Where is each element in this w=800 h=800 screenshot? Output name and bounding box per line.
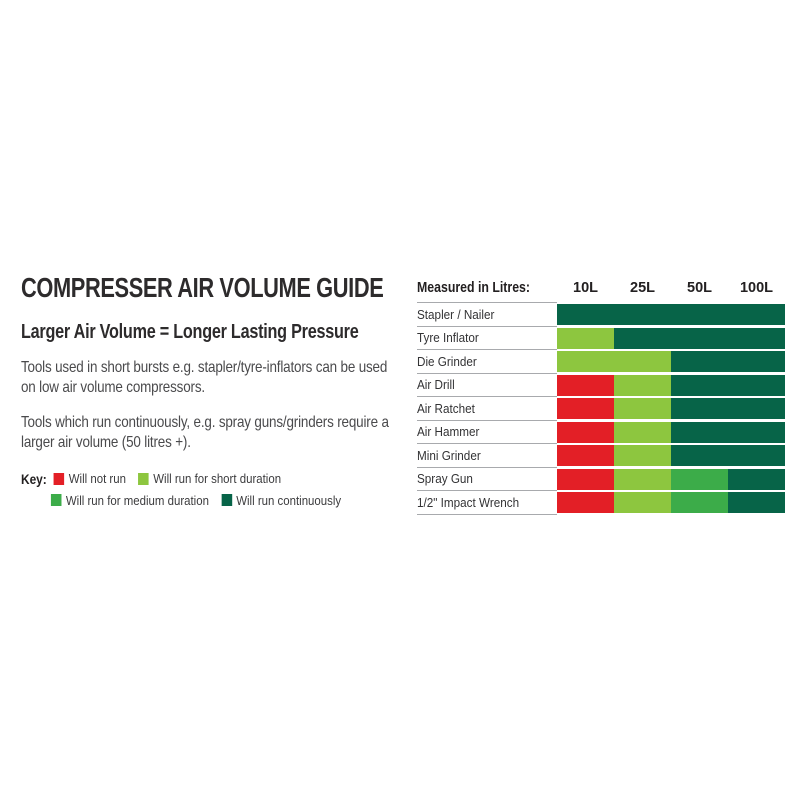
table-row (417, 397, 785, 421)
paragraph-continuous: Tools which run continuously, e.g. spray guns/grinders require a larger air volume (50 litres +). (21, 414, 389, 451)
tool-label-cell (417, 327, 557, 351)
key-label: Will run for short duration (153, 471, 282, 486)
bar-segment-continuous (671, 351, 728, 372)
key-item-continuous (221, 492, 341, 509)
tool-label-cell (417, 350, 557, 374)
page-title: COMPRESSER AIR VOLUME GUIDE (21, 272, 384, 303)
bar (557, 398, 785, 419)
bar-segment-continuous (728, 398, 785, 419)
bar-segment-not-run (557, 469, 614, 490)
key-swatch-continuous (221, 494, 232, 506)
bar-cell (557, 444, 785, 468)
bar-segment-continuous (614, 304, 671, 325)
key-items-line-1 (54, 470, 294, 489)
bar-segment-short (614, 351, 671, 372)
key-item-short (138, 470, 281, 487)
tool-label: Tyre Inflator (417, 330, 479, 346)
table-row (417, 303, 785, 327)
column-headers (557, 278, 785, 303)
bar-segment-continuous (728, 351, 785, 372)
tool-label-cell (417, 397, 557, 421)
key-label: Will not run (68, 471, 126, 486)
bar-segment-continuous (728, 445, 785, 466)
tool-label: Air Ratchet (417, 400, 475, 416)
bar-segment-continuous (671, 398, 728, 419)
intro-section (21, 274, 421, 510)
paragraph-short-bursts: Tools used in short bursts e.g. stapler/tyre-inflators can be used on low air volume compressors. (21, 359, 388, 396)
bar-cell (557, 303, 785, 327)
key-label: Will run continuously (236, 492, 342, 508)
bar-cell (557, 421, 785, 445)
bar-segment-short (614, 398, 671, 419)
bar-segment-continuous (671, 375, 728, 396)
bar (557, 469, 785, 490)
bar-cell (557, 491, 785, 515)
tool-label: Spray Gun (417, 471, 473, 487)
key-swatch-not-run (54, 473, 65, 485)
bar-segment-short (614, 469, 671, 490)
bar-segment-not-run (557, 398, 614, 419)
bar-cell (557, 468, 785, 492)
bar-segment-continuous (728, 375, 785, 396)
bar (557, 445, 785, 466)
bar-segment-continuous (728, 492, 785, 513)
key-swatch-short (138, 473, 149, 485)
bar (557, 351, 785, 372)
bar-segment-continuous (671, 445, 728, 466)
tool-label-cell (417, 491, 557, 515)
tool-label: Die Grinder (417, 353, 477, 369)
bar-segment-medium (671, 492, 728, 513)
table-header (417, 278, 785, 303)
bar-segment-short (614, 492, 671, 513)
key-title: Key: (21, 471, 47, 487)
bar-segment-not-run (557, 375, 614, 396)
bar-cell (557, 397, 785, 421)
key (21, 470, 373, 510)
tool-label-cell (417, 444, 557, 468)
key-line-2 (51, 492, 373, 511)
table-row (417, 491, 785, 515)
bar-segment-continuous (728, 328, 785, 349)
tool-label: 1/2" Impact Wrench (417, 494, 520, 510)
table-row (417, 444, 785, 468)
table-row (417, 421, 785, 445)
tool-label-cell (417, 374, 557, 398)
column-header-50l: 50L (687, 280, 712, 296)
bar-segment-continuous (557, 304, 614, 325)
bar-segment-not-run (557, 422, 614, 443)
bar-segment-medium (671, 469, 728, 490)
key-items-line-2 (51, 492, 354, 511)
bar-segment-continuous (671, 422, 728, 443)
table-title: Measured in Litres: (417, 280, 531, 296)
key-label: Will run for medium duration (65, 492, 209, 508)
bar-segment-continuous (614, 328, 671, 349)
column-header-100l: 100L (739, 280, 774, 296)
bar-segment-not-run (557, 492, 614, 513)
table-header-title-cell (417, 278, 557, 303)
table-row (417, 374, 785, 398)
volume-table (417, 278, 785, 515)
tool-label-cell (417, 468, 557, 492)
table-row (417, 468, 785, 492)
bar-segment-continuous (728, 304, 785, 325)
key-swatch-medium (51, 494, 62, 506)
tool-label: Air Drill (417, 377, 455, 393)
tool-label: Air Hammer (417, 424, 480, 440)
bar-segment-short (614, 422, 671, 443)
bar-segment-not-run (557, 445, 614, 466)
subtitle: Larger Air Volume = Longer Lasting Pressure (21, 321, 359, 343)
table-row (417, 327, 785, 351)
bar-segment-continuous (728, 469, 785, 490)
bar-cell (557, 350, 785, 374)
bar (557, 304, 785, 325)
bar-segment-short (557, 351, 614, 372)
bar-cell (557, 327, 785, 351)
tool-label-cell (417, 303, 557, 327)
bar (557, 375, 785, 396)
table-rows (417, 303, 785, 515)
bar-segment-continuous (671, 304, 728, 325)
key-item-medium (51, 492, 209, 509)
key-item-not-run (54, 470, 126, 487)
bar-segment-short (614, 375, 671, 396)
bar-segment-short (557, 328, 614, 349)
bar-segment-continuous (728, 422, 785, 443)
bar (557, 328, 785, 349)
column-header-10l: 10L (573, 280, 598, 296)
column-header-25l: 25L (630, 280, 655, 296)
bar-segment-continuous (671, 328, 728, 349)
bar-cell (557, 374, 785, 398)
bar (557, 422, 785, 443)
key-line-1 (21, 470, 373, 489)
tool-label: Stapler / Nailer (417, 306, 495, 322)
tool-label: Mini Grinder (417, 447, 481, 463)
bar (557, 492, 785, 513)
bar-segment-short (614, 445, 671, 466)
table-row (417, 350, 785, 374)
tool-label-cell (417, 421, 557, 445)
